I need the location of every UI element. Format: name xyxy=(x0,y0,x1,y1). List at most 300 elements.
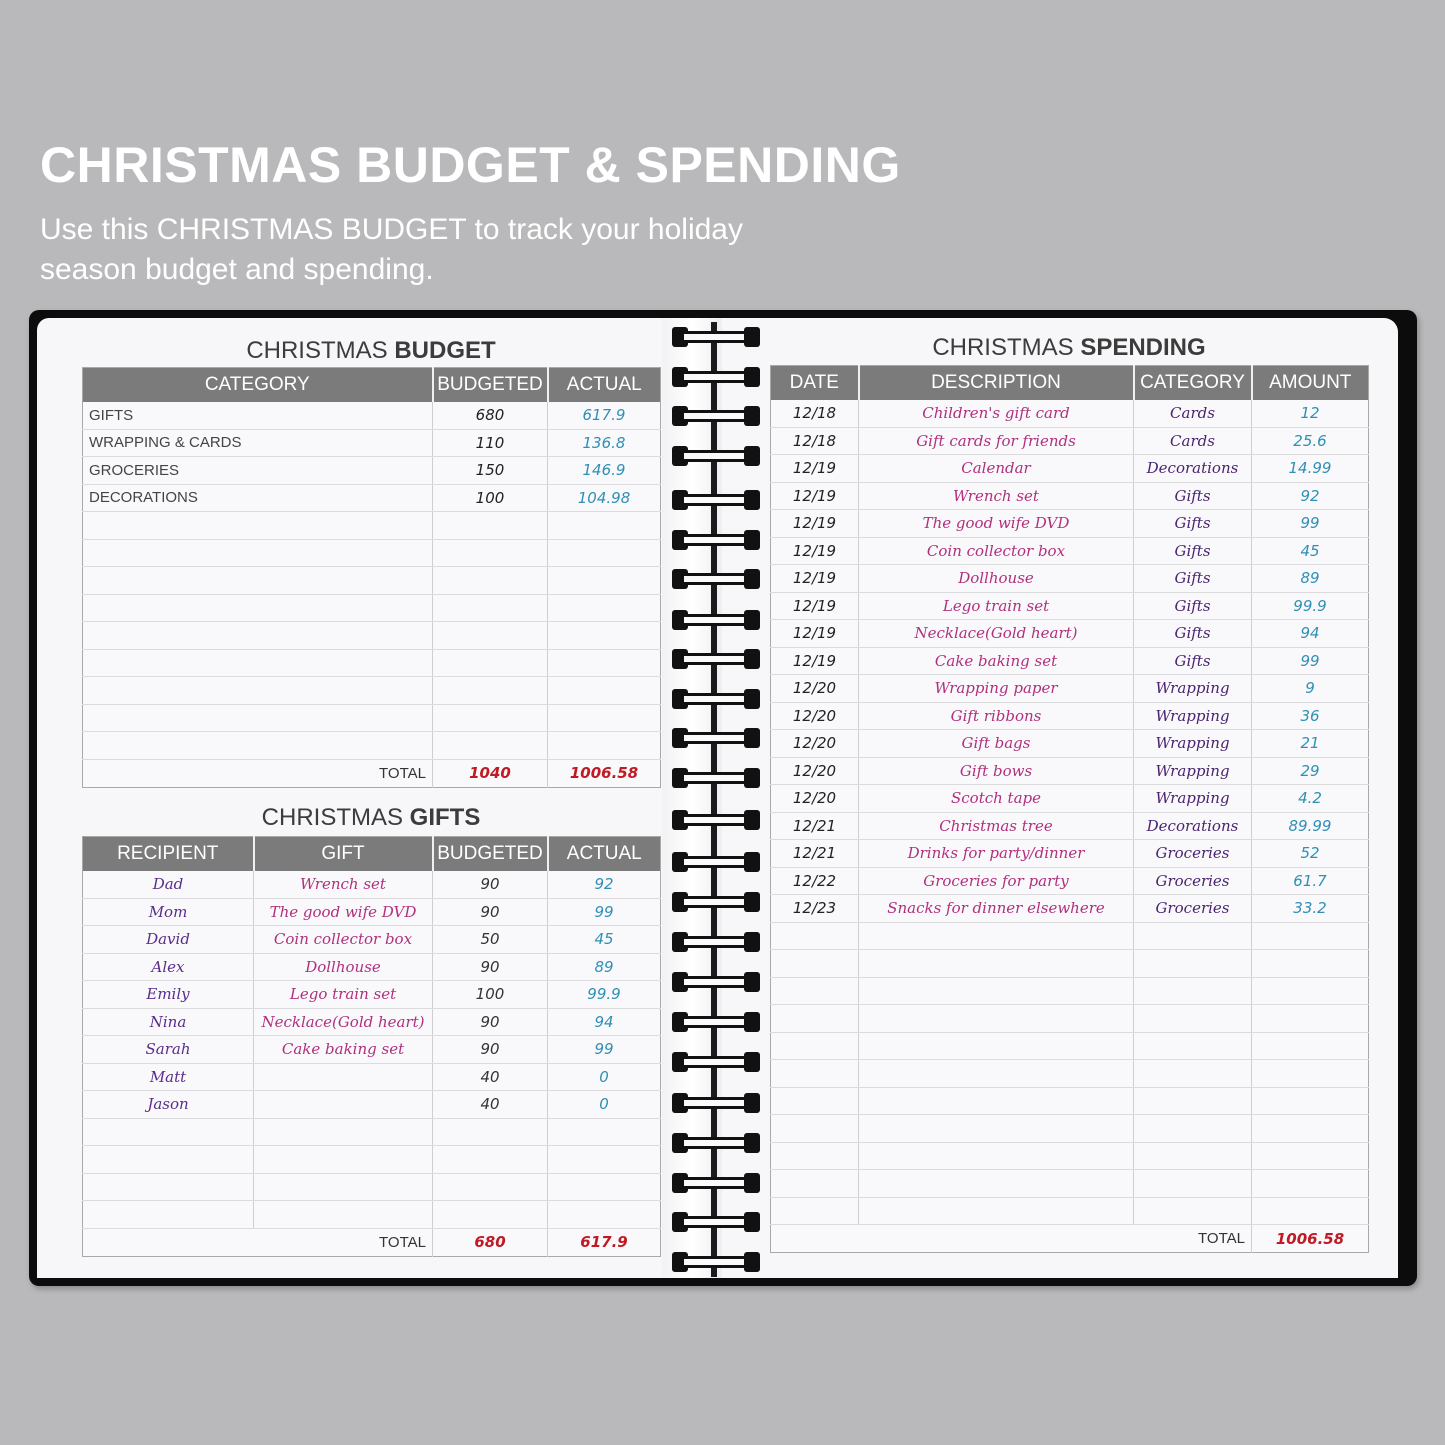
gift-item: Lego train set xyxy=(254,981,433,1009)
spending-date: 12/20 xyxy=(771,730,859,758)
spiral-ring xyxy=(672,569,760,589)
gift-actual: 99.9 xyxy=(548,981,661,1009)
table-row xyxy=(83,484,661,512)
spending-description: Calendar xyxy=(859,455,1134,483)
spending-category: Groceries xyxy=(1134,840,1252,868)
spending-description: The good wife DVD xyxy=(859,510,1134,538)
empty-cell xyxy=(433,567,548,595)
empty-cell xyxy=(83,1118,254,1146)
budget-budgeted: 150 xyxy=(433,457,548,485)
table-row xyxy=(83,1063,661,1091)
spending-amount: 14.99 xyxy=(1252,455,1369,483)
spending-description: Dollhouse xyxy=(859,565,1134,593)
empty-cell xyxy=(1252,1170,1369,1198)
spending-header-category: CATEGORY xyxy=(1134,366,1252,400)
empty-cell xyxy=(433,512,548,540)
spiral-ring xyxy=(672,1133,760,1153)
empty-row xyxy=(771,1115,1369,1143)
empty-cell xyxy=(433,704,548,732)
table-row xyxy=(83,402,661,430)
empty-row xyxy=(83,594,661,622)
spending-description: Gift bags xyxy=(859,730,1134,758)
gifts-table xyxy=(82,836,661,1257)
empty-cell xyxy=(548,649,661,677)
gift-budgeted: 90 xyxy=(433,871,548,899)
empty-cell xyxy=(1252,1197,1369,1225)
empty-cell xyxy=(548,1118,661,1146)
table-row xyxy=(771,812,1369,840)
empty-cell xyxy=(83,1146,254,1174)
gifts-title xyxy=(82,804,660,832)
spending-date: 12/20 xyxy=(771,675,859,703)
budget-actual: 136.8 xyxy=(548,429,661,457)
spending-amount: 92 xyxy=(1252,482,1369,510)
gift-budgeted: 40 xyxy=(433,1063,548,1091)
spending-description: Gift cards for friends xyxy=(859,427,1134,455)
gifts-title-bold: GIFTS xyxy=(409,804,481,831)
spending-description: Drinks for party/dinner xyxy=(859,840,1134,868)
empty-cell xyxy=(548,704,661,732)
empty-cell xyxy=(83,732,433,760)
empty-cell xyxy=(1252,950,1369,978)
table-row xyxy=(771,537,1369,565)
empty-cell xyxy=(1252,1115,1369,1143)
gifts-header-gift: GIFT xyxy=(254,837,433,871)
spending-date: 12/19 xyxy=(771,482,859,510)
spending-table xyxy=(770,365,1369,1253)
empty-row xyxy=(771,1170,1369,1198)
spending-category: Gifts xyxy=(1134,537,1252,565)
gift-recipient: Matt xyxy=(83,1063,254,1091)
gifts-total-actual: 617.9 xyxy=(548,1228,661,1256)
spiral-ring xyxy=(672,406,760,426)
spiral-ring xyxy=(672,932,760,952)
spending-date: 12/19 xyxy=(771,647,859,675)
hero-title: CHRISTMAS BUDGET & SPENDING xyxy=(40,137,901,193)
empty-cell xyxy=(771,1115,859,1143)
spending-category: Cards xyxy=(1134,400,1252,428)
spending-description: Lego train set xyxy=(859,592,1134,620)
empty-cell xyxy=(771,1170,859,1198)
gifts-header-budgeted: BUDGETED xyxy=(433,837,548,871)
spending-total-label: TOTAL xyxy=(771,1225,1252,1253)
empty-cell xyxy=(859,922,1134,950)
spiral-ring xyxy=(672,1012,760,1032)
empty-cell xyxy=(771,950,859,978)
empty-row xyxy=(83,704,661,732)
empty-row xyxy=(771,1005,1369,1033)
empty-cell xyxy=(1134,1087,1252,1115)
table-row xyxy=(771,510,1369,538)
gifts-total-row xyxy=(83,1228,661,1256)
gift-recipient: Nina xyxy=(83,1008,254,1036)
empty-cell xyxy=(1134,922,1252,950)
gift-recipient: Alex xyxy=(83,953,254,981)
spiral-ring xyxy=(672,490,760,510)
spending-date: 12/19 xyxy=(771,592,859,620)
budget-title xyxy=(82,337,660,365)
gift-actual: 89 xyxy=(548,953,661,981)
empty-row xyxy=(83,1118,661,1146)
empty-cell xyxy=(859,1115,1134,1143)
spending-category: Gifts xyxy=(1134,592,1252,620)
spending-category: Groceries xyxy=(1134,895,1252,923)
empty-cell xyxy=(254,1146,433,1174)
spending-amount: 89.99 xyxy=(1252,812,1369,840)
gift-recipient: Dad xyxy=(83,871,254,899)
budget-total-budgeted: 1040 xyxy=(433,759,548,787)
empty-cell xyxy=(548,539,661,567)
gifts-total-budgeted: 680 xyxy=(433,1228,548,1256)
budget-actual: 617.9 xyxy=(548,402,661,430)
empty-cell xyxy=(859,1142,1134,1170)
spending-category: Wrapping xyxy=(1134,757,1252,785)
spending-header-description: DESCRIPTION xyxy=(859,366,1134,400)
empty-cell xyxy=(433,539,548,567)
budget-actual: 146.9 xyxy=(548,457,661,485)
spending-category: Cards xyxy=(1134,427,1252,455)
spending-amount: 52 xyxy=(1252,840,1369,868)
spending-date: 12/21 xyxy=(771,840,859,868)
gift-actual: 99 xyxy=(548,1036,661,1064)
gift-budgeted: 90 xyxy=(433,1008,548,1036)
empty-cell xyxy=(1134,977,1252,1005)
spending-date: 12/19 xyxy=(771,510,859,538)
gift-item xyxy=(254,1063,433,1091)
empty-row xyxy=(83,1173,661,1201)
empty-row xyxy=(771,950,1369,978)
spending-date: 12/18 xyxy=(771,400,859,428)
gift-actual: 92 xyxy=(548,871,661,899)
empty-cell xyxy=(1134,1142,1252,1170)
spending-total-amount: 1006.58 xyxy=(1252,1225,1369,1253)
empty-cell xyxy=(1134,1197,1252,1225)
table-row xyxy=(83,981,661,1009)
table-row xyxy=(771,592,1369,620)
empty-cell xyxy=(433,1173,548,1201)
budget-category: GROCERIES xyxy=(83,457,433,485)
empty-row xyxy=(771,1060,1369,1088)
table-row xyxy=(771,565,1369,593)
budget-budgeted: 680 xyxy=(433,402,548,430)
table-row xyxy=(771,675,1369,703)
gift-budgeted: 90 xyxy=(433,953,548,981)
empty-cell xyxy=(1252,1032,1369,1060)
spending-description: Gift ribbons xyxy=(859,702,1134,730)
empty-cell xyxy=(771,1060,859,1088)
empty-cell xyxy=(1252,977,1369,1005)
spending-amount: 29 xyxy=(1252,757,1369,785)
gifts-header-actual: ACTUAL xyxy=(548,837,661,871)
empty-cell xyxy=(433,1146,548,1174)
empty-cell xyxy=(83,704,433,732)
gift-recipient: Emily xyxy=(83,981,254,1009)
spending-category: Wrapping xyxy=(1134,785,1252,813)
empty-row xyxy=(771,1142,1369,1170)
empty-cell xyxy=(254,1173,433,1201)
spending-amount: 99 xyxy=(1252,647,1369,675)
spending-title xyxy=(770,334,1368,362)
spiral-ring xyxy=(672,768,760,788)
empty-row xyxy=(771,1087,1369,1115)
spending-date: 12/22 xyxy=(771,867,859,895)
spiral-ring xyxy=(672,610,760,630)
empty-cell xyxy=(859,1032,1134,1060)
empty-cell xyxy=(433,622,548,650)
spending-amount: 4.2 xyxy=(1252,785,1369,813)
spending-description: Scotch tape xyxy=(859,785,1134,813)
table-row xyxy=(83,1036,661,1064)
spending-description: Coin collector box xyxy=(859,537,1134,565)
empty-row xyxy=(771,1032,1369,1060)
empty-cell xyxy=(83,512,433,540)
gift-budgeted: 40 xyxy=(433,1091,548,1119)
table-row xyxy=(771,895,1369,923)
spending-category: Decorations xyxy=(1134,812,1252,840)
empty-cell xyxy=(548,567,661,595)
empty-cell xyxy=(548,1201,661,1229)
spending-category: Gifts xyxy=(1134,565,1252,593)
empty-cell xyxy=(1252,1005,1369,1033)
table-row xyxy=(83,1008,661,1036)
gift-item: Wrench set xyxy=(254,871,433,899)
empty-cell xyxy=(859,1197,1134,1225)
empty-row xyxy=(771,1197,1369,1225)
spending-category: Wrapping xyxy=(1134,730,1252,758)
spending-date: 12/19 xyxy=(771,537,859,565)
spending-amount: 89 xyxy=(1252,565,1369,593)
spending-date: 12/19 xyxy=(771,620,859,648)
empty-cell xyxy=(548,594,661,622)
spiral-ring xyxy=(672,1173,760,1193)
table-row xyxy=(771,482,1369,510)
empty-row xyxy=(83,539,661,567)
spending-description: Groceries for party xyxy=(859,867,1134,895)
table-row xyxy=(771,730,1369,758)
gift-budgeted: 50 xyxy=(433,926,548,954)
spiral-ring xyxy=(672,530,760,550)
empty-cell xyxy=(83,594,433,622)
spending-date: 12/18 xyxy=(771,427,859,455)
table-row xyxy=(771,647,1369,675)
budget-category: DECORATIONS xyxy=(83,484,433,512)
table-row xyxy=(771,400,1369,428)
gift-budgeted: 90 xyxy=(433,1036,548,1064)
spending-category: Gifts xyxy=(1134,510,1252,538)
spending-amount: 33.2 xyxy=(1252,895,1369,923)
empty-cell xyxy=(548,1173,661,1201)
spending-description: Children's gift card xyxy=(859,400,1134,428)
spending-description: Wrapping paper xyxy=(859,675,1134,703)
gift-actual: 0 xyxy=(548,1091,661,1119)
table-row xyxy=(771,620,1369,648)
empty-cell xyxy=(771,922,859,950)
spending-category: Gifts xyxy=(1134,482,1252,510)
empty-cell xyxy=(859,1087,1134,1115)
empty-cell xyxy=(1134,950,1252,978)
empty-cell xyxy=(1252,1142,1369,1170)
table-row xyxy=(83,457,661,485)
table-row xyxy=(771,455,1369,483)
spiral-ring xyxy=(672,327,760,347)
gift-item: Coin collector box xyxy=(254,926,433,954)
empty-cell xyxy=(771,977,859,1005)
budget-title-bold: BUDGET xyxy=(394,337,496,364)
gifts-header-recipient: RECIPIENT xyxy=(83,837,254,871)
spiral-ring xyxy=(672,446,760,466)
spending-amount: 21 xyxy=(1252,730,1369,758)
empty-cell xyxy=(254,1201,433,1229)
spending-date: 12/19 xyxy=(771,565,859,593)
empty-cell xyxy=(83,677,433,705)
empty-cell xyxy=(1134,1115,1252,1143)
spiral-ring xyxy=(672,972,760,992)
gift-actual: 0 xyxy=(548,1063,661,1091)
gift-recipient: David xyxy=(83,926,254,954)
spending-description: Cake baking set xyxy=(859,647,1134,675)
budget-header-actual: ACTUAL xyxy=(548,368,661,402)
gifts-total-label: TOTAL xyxy=(83,1228,433,1256)
empty-cell xyxy=(548,1146,661,1174)
spiral-ring xyxy=(672,1052,760,1072)
empty-cell xyxy=(1134,1032,1252,1060)
empty-cell xyxy=(859,1060,1134,1088)
gift-actual: 99 xyxy=(548,898,661,926)
empty-cell xyxy=(859,950,1134,978)
spending-title-light: CHRISTMAS xyxy=(932,334,1081,361)
spending-description: Gift bows xyxy=(859,757,1134,785)
budget-total-label: TOTAL xyxy=(83,759,433,787)
empty-cell xyxy=(83,567,433,595)
empty-cell xyxy=(771,1005,859,1033)
budget-header-category: CATEGORY xyxy=(83,368,433,402)
empty-cell xyxy=(83,1173,254,1201)
table-row xyxy=(771,785,1369,813)
empty-cell xyxy=(1252,922,1369,950)
empty-cell xyxy=(254,1118,433,1146)
gift-item: Necklace(Gold heart) xyxy=(254,1008,433,1036)
spiral-ring xyxy=(672,689,760,709)
spiral-ring xyxy=(672,1093,760,1113)
empty-row xyxy=(83,512,661,540)
empty-cell xyxy=(433,1201,548,1229)
empty-row xyxy=(771,922,1369,950)
empty-cell xyxy=(1134,1170,1252,1198)
empty-row xyxy=(83,732,661,760)
empty-cell xyxy=(433,677,548,705)
empty-row xyxy=(83,677,661,705)
spending-header-date: DATE xyxy=(771,366,859,400)
empty-cell xyxy=(548,677,661,705)
spending-amount: 99.9 xyxy=(1252,592,1369,620)
spending-date: 12/21 xyxy=(771,812,859,840)
spiral-ring xyxy=(672,852,760,872)
empty-cell xyxy=(771,1032,859,1060)
spending-category: Wrapping xyxy=(1134,675,1252,703)
empty-row xyxy=(83,1146,661,1174)
spending-total-row xyxy=(771,1225,1369,1253)
empty-cell xyxy=(771,1197,859,1225)
empty-cell xyxy=(83,1201,254,1229)
gift-item: Dollhouse xyxy=(254,953,433,981)
table-row xyxy=(83,429,661,457)
table-row xyxy=(771,757,1369,785)
table-row xyxy=(771,427,1369,455)
empty-row xyxy=(771,977,1369,1005)
budget-title-light: CHRISTMAS xyxy=(246,337,395,364)
empty-row xyxy=(83,622,661,650)
table-row xyxy=(771,702,1369,730)
spiral-ring xyxy=(672,728,760,748)
spending-category: Gifts xyxy=(1134,647,1252,675)
empty-cell xyxy=(83,649,433,677)
empty-cell xyxy=(83,539,433,567)
spending-category: Gifts xyxy=(1134,620,1252,648)
gift-actual: 45 xyxy=(548,926,661,954)
budget-budgeted: 100 xyxy=(433,484,548,512)
spending-date: 12/20 xyxy=(771,757,859,785)
spending-header-amount: AMOUNT xyxy=(1252,366,1369,400)
budget-header-budgeted: BUDGETED xyxy=(433,368,548,402)
spiral-ring xyxy=(672,367,760,387)
spending-title-bold: SPENDING xyxy=(1080,334,1206,361)
empty-cell xyxy=(1252,1087,1369,1115)
empty-cell xyxy=(433,1118,548,1146)
empty-cell xyxy=(859,977,1134,1005)
spending-amount: 61.7 xyxy=(1252,867,1369,895)
spending-date: 12/19 xyxy=(771,455,859,483)
empty-cell xyxy=(433,649,548,677)
gift-budgeted: 100 xyxy=(433,981,548,1009)
hero-subtitle: Use this CHRISTMAS BUDGET to track your holiday season budget and spending. xyxy=(40,213,743,286)
spending-date: 12/20 xyxy=(771,785,859,813)
gift-recipient: Jason xyxy=(83,1091,254,1119)
gift-budgeted: 90 xyxy=(433,898,548,926)
empty-row xyxy=(83,567,661,595)
spending-date: 12/20 xyxy=(771,702,859,730)
spiral-ring xyxy=(672,1212,760,1232)
spiral-ring xyxy=(672,892,760,912)
spiral-ring xyxy=(672,1252,760,1272)
empty-cell xyxy=(433,732,548,760)
spending-amount: 25.6 xyxy=(1252,427,1369,455)
spending-description: Snacks for dinner elsewhere xyxy=(859,895,1134,923)
empty-cell xyxy=(548,732,661,760)
gift-item: Cake baking set xyxy=(254,1036,433,1064)
gift-actual: 94 xyxy=(548,1008,661,1036)
spending-description: Christmas tree xyxy=(859,812,1134,840)
budget-total-row xyxy=(83,759,661,787)
empty-cell xyxy=(771,1142,859,1170)
gift-recipient: Mom xyxy=(83,898,254,926)
gift-item xyxy=(254,1091,433,1119)
empty-cell xyxy=(859,1170,1134,1198)
gifts-title-light: CHRISTMAS xyxy=(261,804,410,831)
spiral-ring xyxy=(672,810,760,830)
empty-cell xyxy=(1252,1060,1369,1088)
empty-cell xyxy=(1134,1005,1252,1033)
table-row xyxy=(83,953,661,981)
empty-cell xyxy=(771,1087,859,1115)
spending-amount: 99 xyxy=(1252,510,1369,538)
spending-amount: 45 xyxy=(1252,537,1369,565)
empty-cell xyxy=(433,594,548,622)
gift-recipient: Sarah xyxy=(83,1036,254,1064)
empty-cell xyxy=(859,1005,1134,1033)
table-row xyxy=(83,1091,661,1119)
spending-amount: 36 xyxy=(1252,702,1369,730)
empty-row xyxy=(83,649,661,677)
